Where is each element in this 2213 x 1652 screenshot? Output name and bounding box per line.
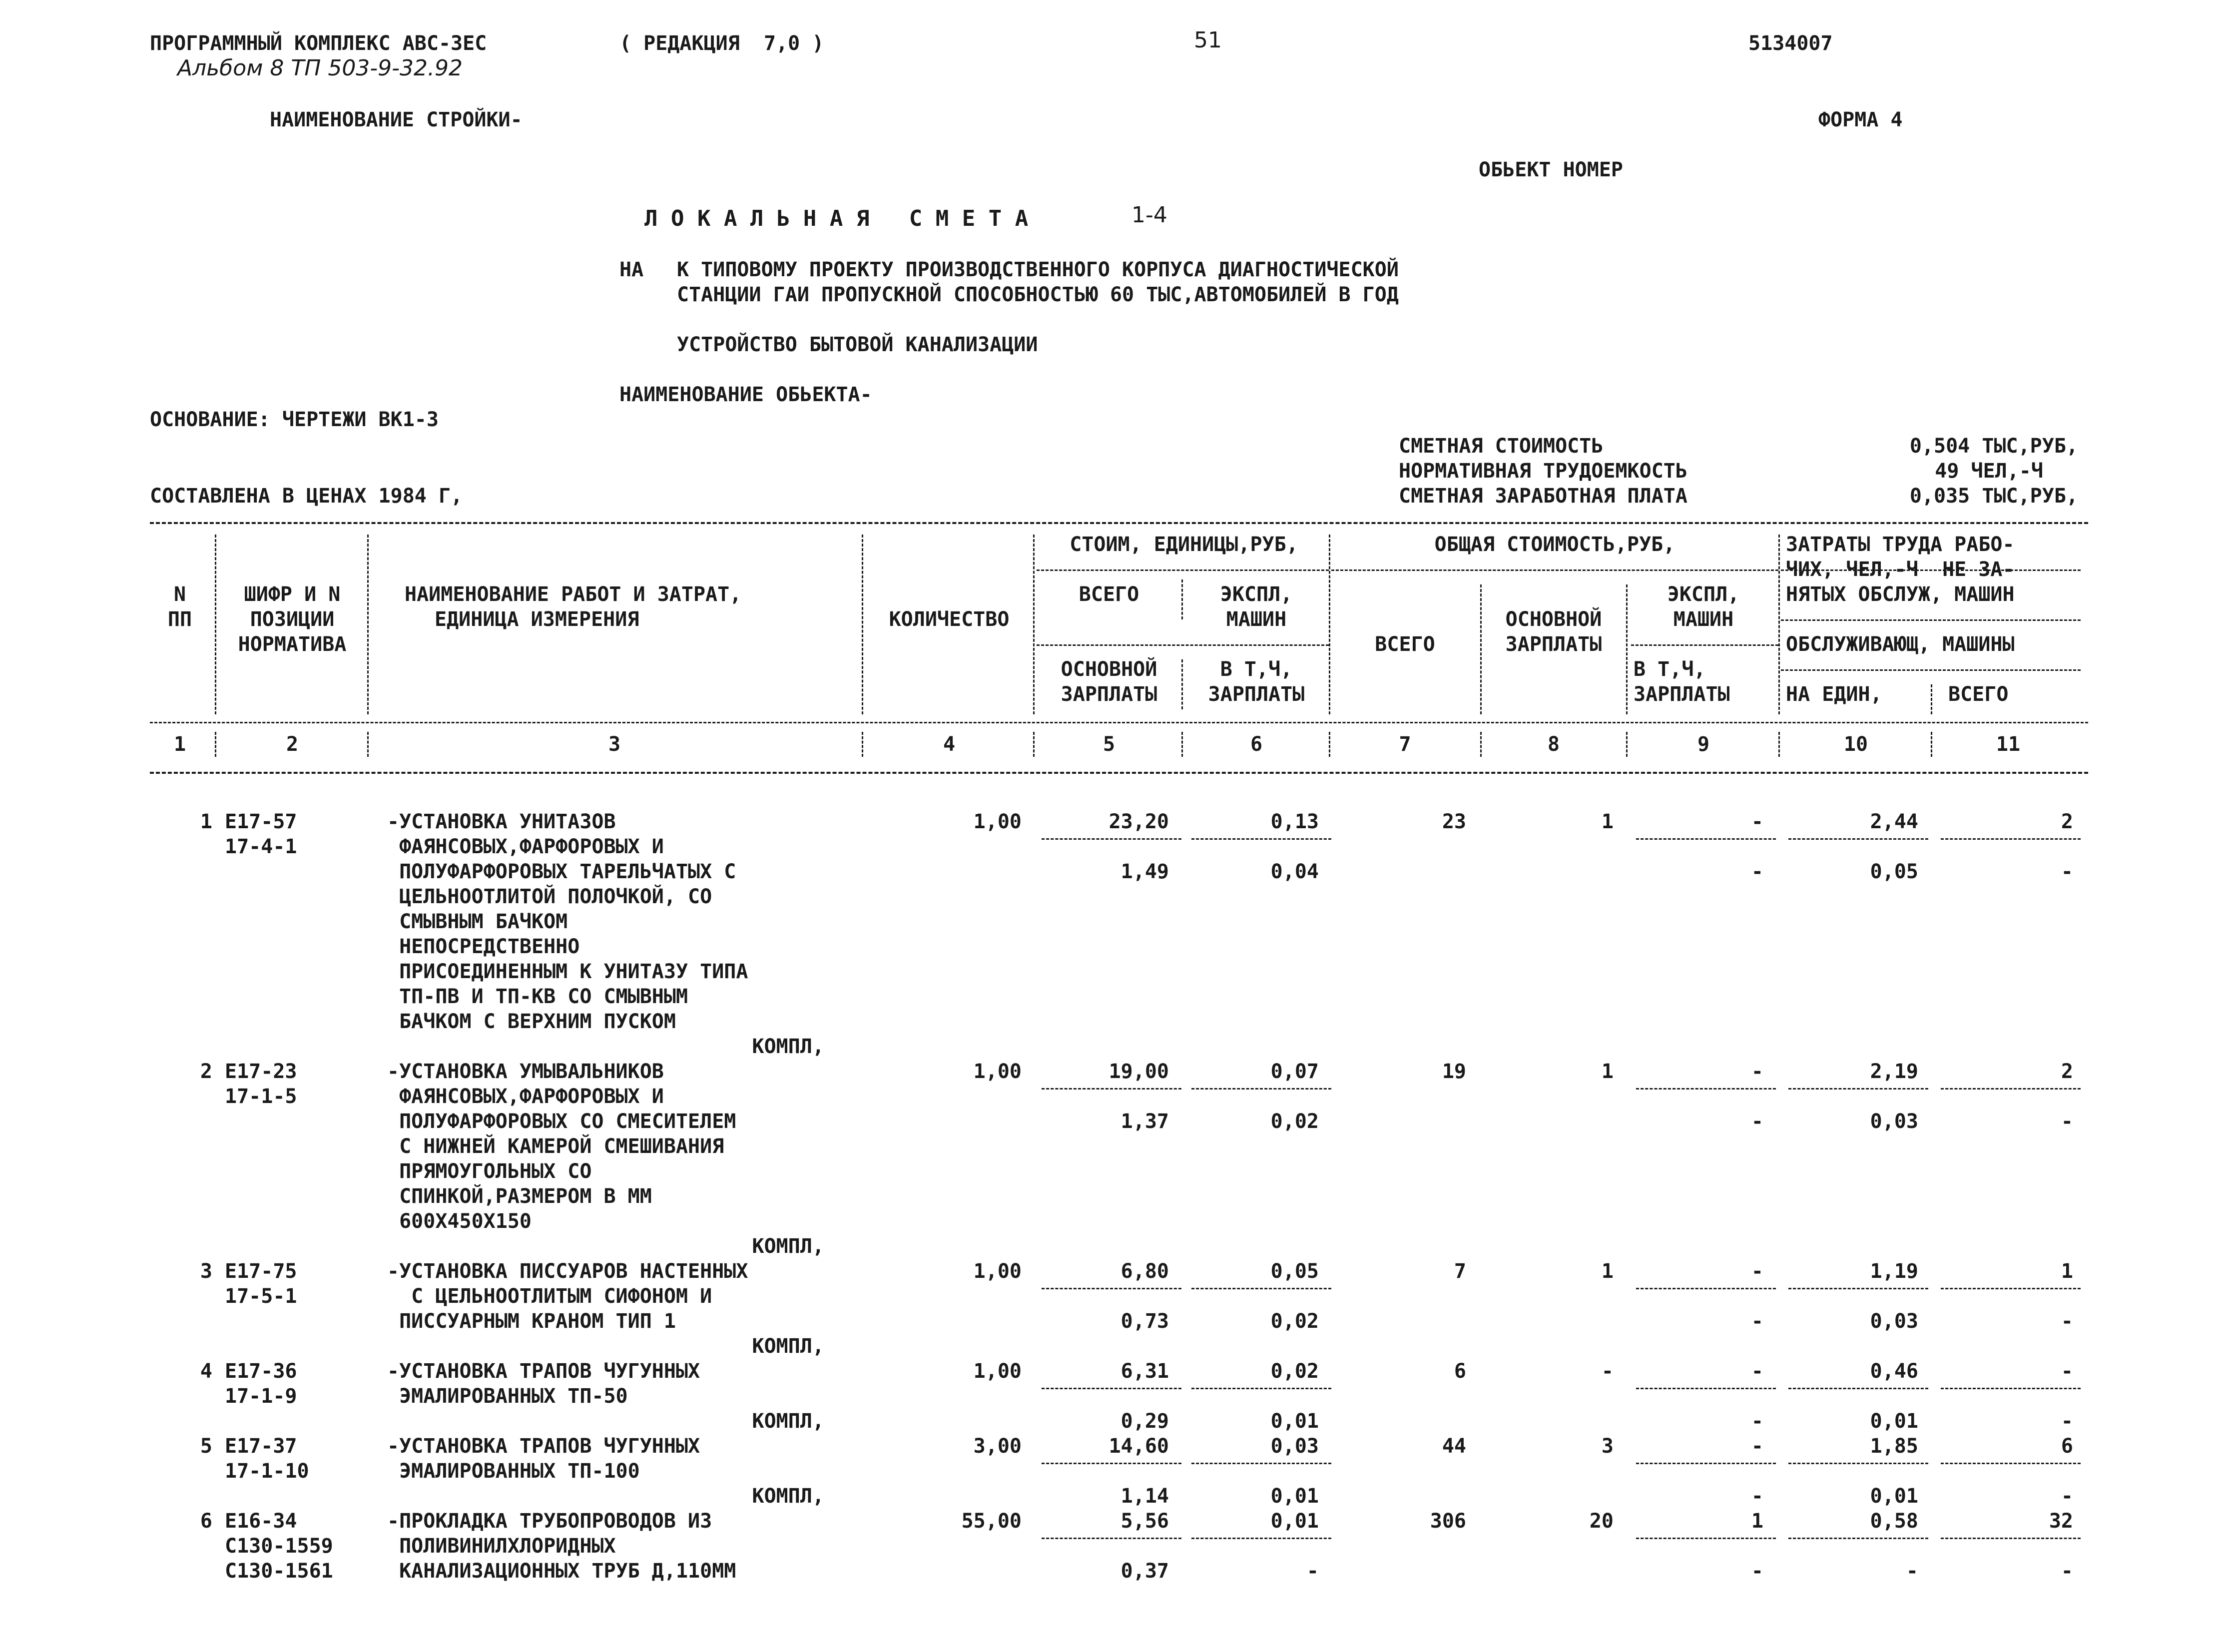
summary-label-wage: СМЕТНАЯ ЗАРАБОТНАЯ ПЛАТА (1399, 485, 1687, 508)
labor-head-1: ЗАТРАТЫ ТРУДА РАБО- (1786, 533, 2015, 556)
cell-underline (1788, 838, 1928, 840)
row-description: С НИЖНЕЙ КАМЕРОЙ СМЕШИВАНИЯ (387, 1135, 724, 1158)
header-divider (1181, 579, 1183, 619)
unit-wage-head-1: ОСНОВНОЙ (1061, 658, 1157, 681)
labor-serv-head: ОБСЛУЖИВАЮЩ, МАШИНЫ (1786, 633, 2015, 656)
row-unit-cost: 23,20 (1108, 810, 1169, 833)
header-inner-rule (1781, 669, 2081, 671)
row-description: ПРИСОЕДИНЕННЫМ К УНИТАЗУ ТИПА (387, 960, 748, 983)
row-code: Е17-23 (225, 1060, 297, 1083)
cell-underline (1636, 1388, 1776, 1389)
cell-underline (1941, 838, 2081, 840)
unit-wage-head-2: ЗАРПЛАТЫ (1061, 683, 1157, 706)
cell-underline (1042, 1288, 1181, 1289)
row-labor-unit: 1,19 (1870, 1260, 1918, 1283)
row-description: ФАЯНСОВЫХ,ФАРФОРОВЫХ И (387, 835, 664, 858)
row-unit: КОМПЛ, (752, 1035, 824, 1058)
project-line-2: СТАНЦИИ ГАИ ПРОПУСКНОЙ СПОСОБНОСТЬЮ 60 ТЫС,АВТОМОБИЛЕЙ В ГОД (677, 283, 1399, 306)
row-total-machine: - (1751, 1260, 1763, 1283)
row-description: -УСТАНОВКА ТРАПОВ ЧУГУННЫХ (387, 1435, 700, 1458)
row-code: 17-5-1 (225, 1285, 297, 1308)
col-number: 7 (1399, 733, 1411, 756)
col-number: 1 (173, 733, 186, 756)
cell-underline (1941, 1288, 2081, 1289)
row-unit-machine-wage: 0,01 (1270, 1410, 1319, 1433)
row-total-machine: - (1751, 810, 1763, 833)
cell-underline (1042, 1538, 1181, 1539)
row-total: 44 (1442, 1435, 1466, 1458)
row-code: Е17-57 (225, 810, 297, 833)
cell-underline (1042, 1388, 1181, 1389)
table-top-rule (150, 522, 2088, 524)
construction-name: НАИМЕНОВАНИЕ СТРОЙКИ- (270, 108, 523, 131)
row-labor-total: 6 (2061, 1435, 2073, 1458)
row-number: 6 (200, 1510, 212, 1533)
row-unit-machine: 0,07 (1270, 1060, 1319, 1083)
cell-underline (1042, 1088, 1181, 1090)
row-total-machine-wage: - (1751, 1410, 1763, 1433)
cell-underline (1941, 1388, 2081, 1389)
col1-head-2: ПП (167, 608, 192, 631)
col4-head: КОЛИЧЕСТВО (889, 608, 1010, 631)
cell-underline (1191, 1088, 1331, 1090)
row-labor-unit: 2,19 (1870, 1060, 1918, 1083)
row-unit-wage: 0,37 (1120, 1560, 1169, 1583)
row-total: 19 (1442, 1060, 1466, 1083)
row-description: ПИССУАРНЫМ КРАНОМ ТИП 1 (387, 1310, 676, 1333)
row-description: ПРЯМОУГОЛЬНЫХ СО (387, 1160, 592, 1183)
row-total-wage: 1 (1601, 1060, 1614, 1083)
row-description: КАНАЛИЗАЦИОННЫХ ТРУБ Д,110ММ (387, 1560, 736, 1583)
row-description: БАЧКОМ С ВЕРХНИМ ПУСКОМ (387, 1010, 676, 1033)
row-labor-service-unit: 0,05 (1870, 860, 1918, 883)
row-labor-unit: 0,46 (1870, 1360, 1918, 1383)
header-divider (1626, 732, 1628, 757)
cell-underline (1191, 1388, 1331, 1389)
header-divider (1778, 732, 1780, 757)
row-unit: КОМПЛ, (752, 1410, 824, 1433)
row-total: 6 (1454, 1360, 1466, 1383)
header-divider (1778, 535, 1780, 714)
col2-head-2: ПОЗИЦИИ (250, 608, 335, 631)
row-code: 17-1-5 (225, 1085, 297, 1108)
row-description: НЕПОСРЕДСТВЕННО (387, 935, 580, 958)
row-unit-wage: 1,37 (1120, 1110, 1169, 1133)
col3-head-1: НАИМЕНОВАНИЕ РАБОТ И ЗАТРАТ, (405, 583, 742, 606)
labor-total-head: ВСЕГО (1948, 683, 2009, 706)
header-divider (862, 535, 863, 714)
header-divider (1181, 732, 1183, 757)
row-description: С ЦЕЛЬНООТЛИТЫМ СИФОНОМ И (387, 1285, 712, 1308)
program-name: ПРОГРАММНЫЙ КОМПЛЕКС АВС-3ЕС (150, 32, 487, 55)
header-divider (215, 732, 216, 757)
labor-unit-head: НА ЕДИН, (1786, 683, 1882, 706)
basis: ОСНОВАНИЕ: ЧЕРТЕЖИ ВК1-3 (150, 408, 439, 431)
header-divider (862, 732, 863, 757)
row-description: ПОЛУФАРФОРОВЫХ СО СМЕСИТЕЛЕМ (387, 1110, 736, 1133)
unit-incl-head-2: ЗАРПЛАТЫ (1208, 683, 1305, 706)
row-description: -УСТАНОВКА ПИССУАРОВ НАСТЕННЫХ (387, 1260, 748, 1283)
row-labor-unit: 0,58 (1870, 1510, 1918, 1533)
row-labor-service-unit: - (1906, 1560, 1918, 1583)
object-number: ОБЬЕКТ НОМЕР (1479, 158, 1623, 181)
header-divider (1480, 732, 1482, 757)
cell-underline (1191, 1288, 1331, 1289)
row-unit-wage: 1,49 (1120, 860, 1169, 883)
col-number: 6 (1250, 733, 1263, 756)
row-labor-service-total: - (2061, 1310, 2073, 1333)
header-divider (367, 535, 369, 714)
row-labor-service-total: - (2061, 1485, 2073, 1508)
cell-underline (1191, 1538, 1331, 1539)
row-description: ФАЯНСОВЫХ,ФАРФОРОВЫХ И (387, 1085, 664, 1108)
row-description: -УСТАНОВКА ТРАПОВ ЧУГУННЫХ (387, 1360, 700, 1383)
row-number: 4 (200, 1360, 212, 1383)
header-inner-rule (1331, 569, 1778, 571)
row-total-machine-wage: - (1751, 1560, 1763, 1583)
row-labor-total: 2 (2061, 1060, 2073, 1083)
object-name: НАИМЕНОВАНИЕ ОБЬЕКТА- (619, 383, 872, 406)
cell-underline (1788, 1388, 1928, 1389)
row-description: СМЫВНЫМ БАЧКОМ (387, 910, 568, 933)
row-unit-machine: 0,02 (1270, 1360, 1319, 1383)
row-total-wage: - (1601, 1360, 1614, 1383)
row-number: 3 (200, 1260, 212, 1283)
row-quantity: 3,00 (973, 1435, 1022, 1458)
row-description: -УСТАНОВКА УНИТАЗОВ (387, 810, 616, 833)
row-total-machine: - (1751, 1435, 1763, 1458)
row-total: 23 (1442, 810, 1466, 833)
cell-underline (1636, 1463, 1776, 1464)
header-divider (367, 732, 369, 757)
row-total-machine: - (1751, 1060, 1763, 1083)
row-unit-machine: 0,03 (1270, 1435, 1319, 1458)
header-bottom-rule (150, 722, 2088, 723)
row-number: 1 (200, 810, 212, 833)
header-inner-rule (1631, 644, 1778, 646)
row-unit-machine: 0,01 (1270, 1510, 1319, 1533)
header-inner-rule (1037, 569, 1329, 571)
row-quantity: 1,00 (973, 810, 1022, 833)
summary-value-labor: 49 ЧЕЛ,-Ч (1935, 460, 2043, 483)
row-description: ЭМАЛИРОВАННЫХ ТП-50 (387, 1385, 628, 1408)
row-description: ЭМАЛИРОВАННЫХ ТП-100 (387, 1460, 640, 1483)
summary-label-labor: НОРМАТИВНАЯ ТРУДОЕМКОСТЬ (1399, 460, 1687, 483)
row-description: ПОЛУФАРФОРОВЫХ ТАРЕЛЬЧАТЫХ С (387, 860, 736, 883)
row-unit: КОМПЛ, (752, 1335, 824, 1358)
row-unit-cost: 19,00 (1108, 1060, 1169, 1083)
row-labor-total: - (2061, 1360, 2073, 1383)
row-description: ТП-ПВ И ТП-КВ СО СМЫВНЫМ (387, 985, 688, 1008)
unit-incl-head-1: В Т,Ч, (1220, 658, 1293, 681)
row-total-machine-wage: - (1751, 860, 1763, 883)
col-number: 11 (1996, 733, 2021, 756)
document-title: Л О К А Л Ь Н А Я С М Е Т А (644, 206, 1029, 231)
header-divider (1931, 684, 1932, 714)
row-total-wage: 3 (1601, 1435, 1614, 1458)
form-number: ФОРМА 4 (1818, 108, 1903, 131)
cell-underline (1788, 1463, 1928, 1464)
header-divider (1931, 732, 1932, 757)
row-labor-total: 32 (2049, 1510, 2073, 1533)
col2-head-1: ШИФР И N (244, 583, 341, 606)
row-description: СПИНКОЙ,РАЗМЕРОМ В ММ (387, 1185, 652, 1208)
row-description: -УСТАНОВКА УМЫВАЛЬНИКОВ (387, 1060, 664, 1083)
row-unit-wage: 1,14 (1120, 1485, 1169, 1508)
row-description: 600X450X150 (387, 1210, 532, 1233)
row-code: Е17-36 (225, 1360, 297, 1383)
header-divider (1033, 732, 1035, 757)
row-description: ПОЛИВИНИЛХЛОРИДНЫХ (387, 1535, 616, 1558)
row-unit: КОМПЛ, (752, 1485, 824, 1508)
cell-underline (1788, 1088, 1928, 1090)
row-labor-service-unit: 0,01 (1870, 1485, 1918, 1508)
col3-head-2: ЕДИНИЦА ИЗМЕРЕНИЯ (435, 608, 639, 631)
row-code: 17-4-1 (225, 835, 297, 858)
row-code: С130-1561 (225, 1560, 333, 1583)
total-machine-head-2: МАШИН (1673, 608, 1734, 631)
page-number: 51 (1194, 27, 1222, 53)
row-labor-service-total: - (2061, 1410, 2073, 1433)
header-divider (1181, 659, 1183, 709)
col-number: 10 (1843, 733, 1868, 756)
row-labor-service-total: - (2061, 1110, 2073, 1133)
header-divider (1329, 535, 1330, 714)
row-total-machine-wage: - (1751, 1110, 1763, 1133)
row-total-machine: - (1751, 1360, 1763, 1383)
total-incl-head-2: ЗАРПЛАТЫ (1634, 683, 1730, 706)
row-code: Е17-75 (225, 1260, 297, 1283)
total-incl-head-1: В Т,Ч, (1634, 658, 1706, 681)
row-total: 306 (1430, 1510, 1466, 1533)
total-all-head: ВСЕГО (1375, 633, 1435, 656)
cell-underline (1941, 1463, 2081, 1464)
row-unit-wage: 0,73 (1120, 1310, 1169, 1333)
row-total-machine-wage: - (1751, 1310, 1763, 1333)
row-labor-service-total: - (2061, 860, 2073, 883)
cell-underline (1941, 1538, 2081, 1539)
col-number: 5 (1103, 733, 1115, 756)
on-label: НА (619, 258, 644, 281)
unit-machine-head-2: МАШИН (1226, 608, 1287, 631)
row-code: 17-1-10 (225, 1460, 309, 1483)
work-title: УСТРОЙСТВО БЫТОВОЙ КАНАЛИЗАЦИИ (677, 333, 1038, 356)
header-divider (215, 535, 216, 714)
row-total-wage: 20 (1589, 1510, 1614, 1533)
row-total-wage: 1 (1601, 1260, 1614, 1283)
total-machine-head-1: ЭКСПЛ, (1667, 583, 1740, 606)
unit-machine-head-1: ЭКСПЛ, (1220, 583, 1293, 606)
project-line-1: К ТИПОВОМУ ПРОЕКТУ ПРОИЗВОДСТВЕННОГО КОРПУСА ДИАГНОСТИЧЕСКОЙ (677, 258, 1399, 281)
col-number: 3 (608, 733, 621, 756)
row-quantity: 1,00 (973, 1260, 1022, 1283)
total-wage-head-1: ОСНОВНОЙ (1505, 608, 1602, 631)
row-labor-service-unit: 0,03 (1870, 1110, 1918, 1133)
row-labor-service-unit: 0,01 (1870, 1410, 1918, 1433)
cell-underline (1788, 1538, 1928, 1539)
header-inner-rule (1037, 644, 1329, 646)
cell-underline (1636, 838, 1776, 840)
row-unit-cost: 5,56 (1120, 1510, 1169, 1533)
total-wage-head-2: ЗАРПЛАТЫ (1505, 633, 1602, 656)
header-divider (1329, 732, 1330, 757)
row-unit-machine-wage: 0,04 (1270, 860, 1319, 883)
col-number: 9 (1697, 733, 1710, 756)
unit-cost-head: СТОИМ, ЕДИНИЦЫ,РУБ, (1070, 533, 1298, 556)
edition: ( РЕДАКЦИЯ 7,0 ) (619, 32, 824, 55)
cell-underline (1941, 1088, 2081, 1090)
row-unit-machine-wage: - (1306, 1560, 1319, 1583)
row-unit: КОМПЛ, (752, 1235, 824, 1258)
labor-head-3: НЯТЫХ ОБСЛУЖ, МАШИН (1786, 583, 2015, 606)
summary-label-cost: СМЕТНАЯ СТОИМОСТЬ (1399, 435, 1604, 458)
cell-underline (1636, 1538, 1776, 1539)
row-quantity: 1,00 (973, 1060, 1022, 1083)
row-code: Е17-37 (225, 1435, 297, 1458)
cell-underline (1191, 1463, 1331, 1464)
row-number: 2 (200, 1060, 212, 1083)
summary-value-wage: 0,035 ТЫС,РУБ, (1909, 485, 2078, 508)
total-cost-head: ОБЩАЯ СТОИМОСТЬ,РУБ, (1434, 533, 1675, 556)
row-quantity: 55,00 (961, 1510, 1022, 1533)
row-unit-cost: 6,80 (1120, 1260, 1169, 1283)
row-unit-machine-wage: 0,01 (1270, 1485, 1319, 1508)
cell-underline (1042, 1463, 1181, 1464)
cell-underline (1636, 1288, 1776, 1289)
col-number: 8 (1547, 733, 1560, 756)
labor-head-2: ЧИХ, ЧЕЛ,-Ч НЕ ЗА- (1786, 558, 2015, 581)
row-total: 7 (1454, 1260, 1466, 1283)
row-labor-unit: 2,44 (1870, 810, 1918, 833)
cell-underline (1042, 838, 1181, 840)
row-description: -ПРОКЛАДКА ТРУБОПРОВОДОВ ИЗ (387, 1510, 712, 1533)
row-labor-total: 2 (2061, 810, 2073, 833)
cell-underline (1636, 1088, 1776, 1090)
album-note: Альбом 8 ТП 503-9-32.92 (177, 55, 463, 81)
row-total-machine-wage: - (1751, 1485, 1763, 1508)
cell-underline (1191, 838, 1331, 840)
row-labor-unit: 1,85 (1870, 1435, 1918, 1458)
col-number: 2 (286, 733, 299, 756)
numbers-bottom-rule (150, 772, 2088, 774)
row-code: С130-1559 (225, 1535, 333, 1558)
row-unit-machine-wage: 0,02 (1270, 1310, 1319, 1333)
row-unit-machine: 0,05 (1270, 1260, 1319, 1283)
estimate-number: 1-4 (1131, 202, 1167, 228)
row-unit-cost: 14,60 (1108, 1435, 1169, 1458)
document-code: 5134007 (1748, 32, 1833, 55)
header-divider (1626, 584, 1628, 714)
row-unit-machine-wage: 0,02 (1270, 1110, 1319, 1133)
row-unit-machine: 0,13 (1270, 810, 1319, 833)
row-total-wage: 1 (1601, 810, 1614, 833)
header-inner-rule (1781, 619, 2081, 621)
row-number: 5 (200, 1435, 212, 1458)
row-description: ЦЕЛЬНООТЛИТОЙ ПОЛОЧКОЙ, СО (387, 885, 712, 908)
cell-underline (1788, 1288, 1928, 1289)
row-unit-wage: 0,29 (1120, 1410, 1169, 1433)
row-labor-total: 1 (2061, 1260, 2073, 1283)
row-unit-cost: 6,31 (1120, 1360, 1169, 1383)
unit-total-head: ВСЕГО (1079, 583, 1139, 606)
row-total-machine: 1 (1751, 1510, 1763, 1533)
summary-value-cost: 0,504 ТЫС,РУБ, (1909, 435, 2078, 458)
col2-head-3: НОРМАТИВА (238, 633, 347, 656)
row-quantity: 1,00 (973, 1360, 1022, 1383)
col-number: 4 (943, 733, 956, 756)
row-code: Е16-34 (225, 1510, 297, 1533)
row-labor-service-unit: 0,03 (1870, 1310, 1918, 1333)
col1-head-1: N (173, 583, 186, 606)
row-labor-service-total: - (2061, 1560, 2073, 1583)
row-code: 17-1-9 (225, 1385, 297, 1408)
price-basis: СОСТАВЛЕНА В ЦЕНАХ 1984 Г, (150, 485, 463, 508)
